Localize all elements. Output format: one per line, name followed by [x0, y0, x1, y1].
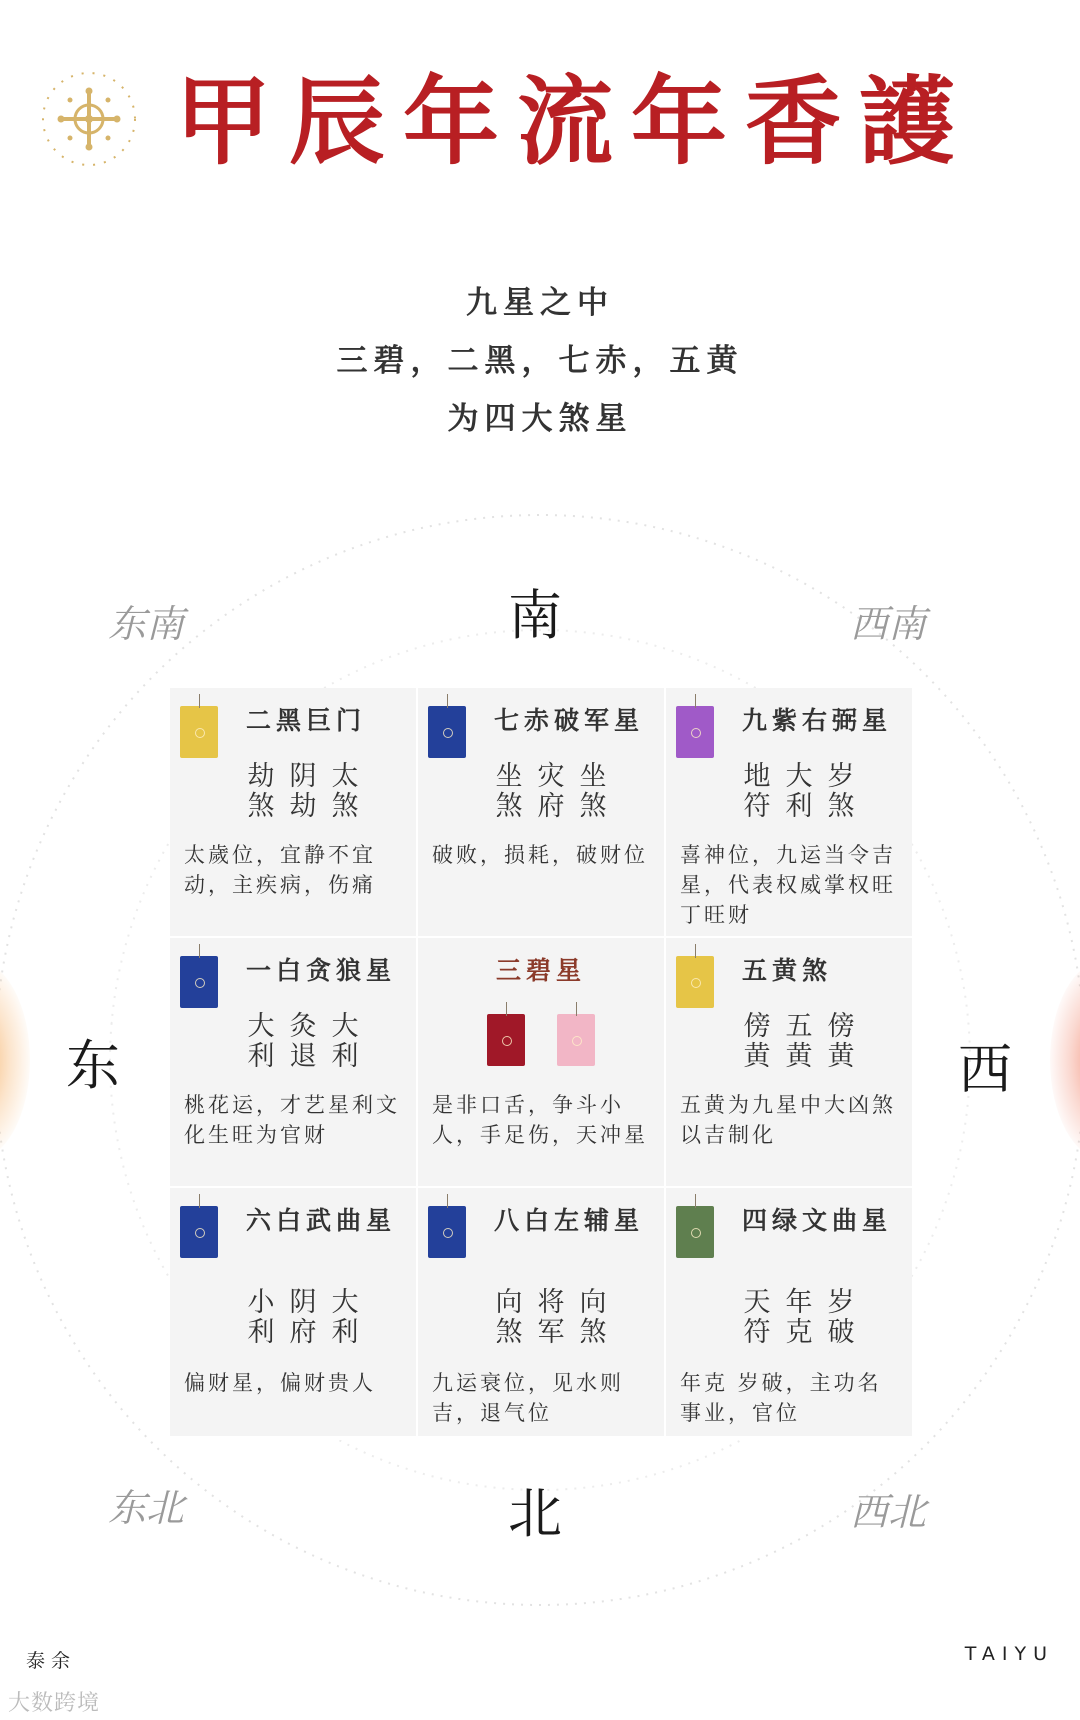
intro-line-2: 三碧，二黑，七赤，五黄 — [336, 343, 744, 379]
star-title: 七赤破军星 — [494, 706, 645, 735]
spirit-char: 向 — [495, 1287, 523, 1318]
spirit-char: 克 — [785, 1317, 813, 1348]
spirit-char: 府 — [289, 1317, 317, 1348]
sun-glow-left — [0, 960, 30, 1160]
dharma-wheel-icon — [36, 66, 142, 172]
watermark: 大数跨境 — [8, 1691, 101, 1716]
spirit-char: 利 — [247, 1317, 275, 1348]
spirit-char: 府 — [537, 791, 565, 822]
spirit-char: 破 — [827, 1317, 855, 1348]
star-cell-2-black — [170, 688, 416, 936]
spirit-char: 黄 — [785, 1041, 813, 1072]
spirit-char: 小 — [247, 1287, 275, 1318]
spirit-char: 岁 — [827, 761, 855, 792]
spirit-char: 符 — [743, 1317, 771, 1348]
spirit-char: 将 — [537, 1287, 565, 1318]
spirit-char: 岁 — [827, 1287, 855, 1318]
spirit-names — [240, 1012, 366, 1072]
direction-east: 东 — [66, 1034, 120, 1097]
star-description: 桃花运，才艺星利文化生旺为官财 — [184, 1093, 400, 1147]
star-title: 九紫右弼星 — [742, 706, 893, 735]
spirit-char: 大 — [247, 1011, 275, 1042]
spirit-names — [488, 762, 614, 822]
star-title: 一白贪狼星 — [246, 956, 397, 985]
star-title: 四绿文曲星 — [742, 1206, 893, 1235]
star-cell-1-white — [170, 938, 416, 1186]
page-title: 甲辰年流年香護 — [175, 65, 973, 178]
spirit-char: 傍 — [743, 1011, 771, 1042]
spirit-char: 煞 — [579, 1317, 607, 1348]
spirit-char: 煞 — [247, 791, 275, 822]
spirit-char: 黄 — [827, 1041, 855, 1072]
spirit-char: 煞 — [827, 791, 855, 822]
star-description: 喜神位，九运当令吉星，代表权威掌权旺丁旺财 — [680, 843, 896, 927]
spirit-char: 五 — [785, 1011, 813, 1042]
star-cell-5-yellow — [666, 938, 912, 1186]
spirit-names — [240, 762, 366, 822]
spirit-char: 符 — [743, 791, 771, 822]
star-title: 五黄煞 — [742, 956, 833, 985]
logo — [36, 66, 142, 172]
spirit-char: 利 — [331, 1041, 359, 1072]
purple-talisman-icon — [676, 706, 714, 758]
yellow-talisman-icon — [180, 706, 218, 758]
star-title: 六白武曲星 — [246, 1206, 397, 1235]
star-description: 偏财星，偏财贵人 — [184, 1371, 376, 1395]
star-description: 五黄为九星中大凶煞以吉制化 — [680, 1093, 896, 1147]
red-talisman-icon — [487, 1014, 525, 1066]
star-description: 九运衰位，见水则吉，退气位 — [432, 1371, 624, 1425]
spirit-char: 军 — [537, 1317, 565, 1348]
spirit-char: 坐 — [495, 761, 523, 792]
spirit-char: 劫 — [289, 791, 317, 822]
spirit-char: 向 — [579, 1287, 607, 1318]
pink-talisman-icon — [557, 1014, 595, 1066]
blue-talisman-icon — [428, 1206, 466, 1258]
star-cell-4-green — [666, 1188, 912, 1436]
star-cell-9-purple — [666, 688, 912, 936]
spirit-char: 太 — [331, 761, 359, 792]
spirit-char: 煞 — [331, 791, 359, 822]
spirit-char: 煞 — [495, 1317, 523, 1348]
star-description: 是非口舌，争斗小人，手足伤，天冲星 — [432, 1093, 648, 1147]
footer-brand-en: TAIYU — [964, 1643, 1054, 1665]
yellow-talisman-icon — [676, 956, 714, 1008]
star-cell-3-jade — [418, 938, 664, 1186]
star-cell-7-red — [418, 688, 664, 936]
spirit-names — [240, 1288, 366, 1348]
spirit-char: 煞 — [495, 791, 523, 822]
spirit-char: 天 — [743, 1287, 771, 1318]
nine-star-grid — [170, 688, 912, 1440]
spirit-char: 阴 — [289, 761, 317, 792]
spirit-names — [488, 1288, 614, 1348]
spirit-char: 劫 — [247, 761, 275, 792]
direction-west: 西 — [958, 1038, 1012, 1101]
footer-brand-cn: 泰余 — [26, 1650, 77, 1672]
spirit-char: 大 — [331, 1011, 359, 1042]
spirit-char: 灸 — [289, 1011, 317, 1042]
spirit-char: 退 — [289, 1041, 317, 1072]
spirit-char: 坐 — [579, 761, 607, 792]
direction-south: 南 — [508, 584, 562, 647]
star-description: 太歲位，宜静不宜动，主疾病，伤痛 — [184, 843, 376, 897]
direction-northeast: 东北 — [108, 1486, 185, 1530]
spirit-char: 利 — [785, 791, 813, 822]
star-description: 破败，损耗，破财位 — [432, 843, 648, 867]
star-cell-6-white — [170, 1188, 416, 1436]
star-title: 三碧星 — [495, 956, 586, 985]
star-cell-8-white — [418, 1188, 664, 1436]
direction-southeast: 东南 — [108, 602, 185, 646]
spirit-char: 阴 — [289, 1287, 317, 1318]
blue-talisman-icon — [180, 956, 218, 1008]
spirit-char: 地 — [743, 761, 771, 792]
spirit-names — [736, 762, 862, 822]
green-talisman-icon — [676, 1206, 714, 1258]
intro-line-1: 九星之中 — [466, 285, 614, 321]
blue-talisman-icon — [428, 706, 466, 758]
direction-north: 北 — [508, 1482, 562, 1545]
star-title: 八白左辅星 — [494, 1206, 645, 1235]
spirit-char: 灾 — [537, 761, 565, 792]
star-description: 年克 岁破，主功名事业，官位 — [680, 1371, 882, 1425]
star-title: 二黑巨门 — [246, 706, 367, 735]
sun-glow-right — [1050, 960, 1080, 1160]
spirit-names — [736, 1288, 862, 1348]
spirit-char: 傍 — [827, 1011, 855, 1042]
direction-southwest: 西南 — [850, 602, 927, 646]
spirit-char: 黄 — [743, 1041, 771, 1072]
blue-talisman-icon — [180, 1206, 218, 1258]
spirit-char: 利 — [247, 1041, 275, 1072]
spirit-names — [736, 1012, 862, 1072]
spirit-char: 煞 — [579, 791, 607, 822]
spirit-char: 大 — [785, 761, 813, 792]
spirit-char: 年 — [785, 1287, 813, 1318]
spirit-char: 利 — [331, 1317, 359, 1348]
intro-line-3: 为四大煞星 — [447, 401, 633, 437]
spirit-char: 大 — [331, 1287, 359, 1318]
direction-northwest: 西北 — [850, 1490, 927, 1534]
intro-text — [0, 274, 1080, 448]
